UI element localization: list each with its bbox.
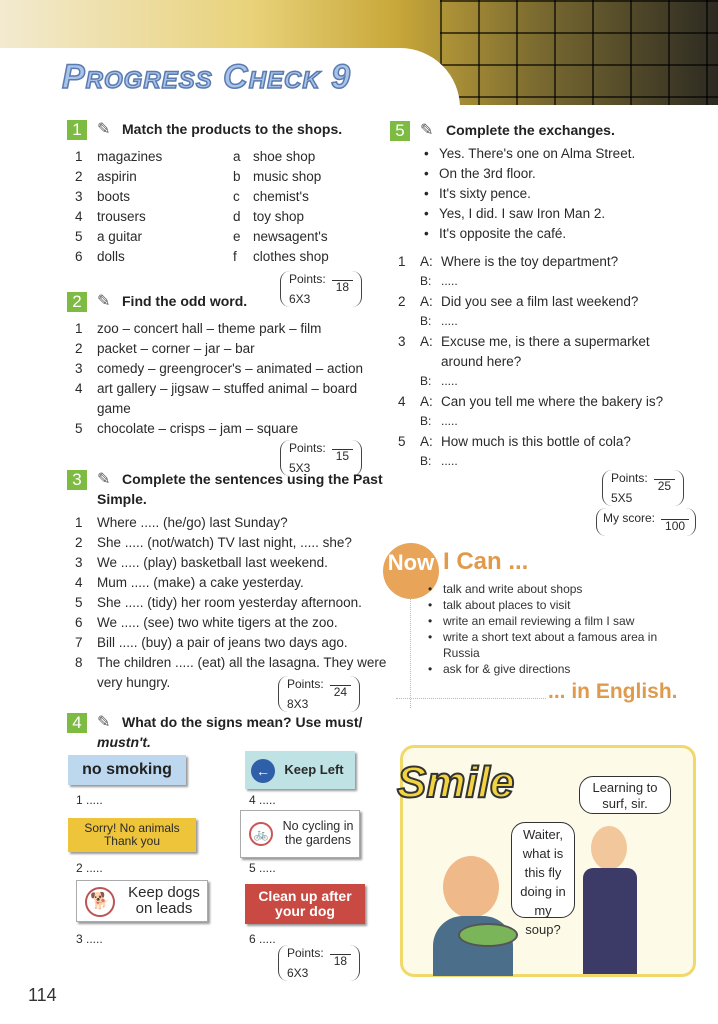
waiter-body bbox=[583, 868, 637, 974]
page-title: Progress Check 9 bbox=[62, 58, 352, 96]
points-label: Points: bbox=[611, 471, 648, 485]
item-number: 2 bbox=[398, 294, 406, 309]
shop-item: newsagent's bbox=[253, 229, 328, 244]
answer-blank: ..... bbox=[441, 414, 458, 428]
section-heading: What do the signs mean? Use must/ bbox=[122, 714, 363, 730]
can-do-item: ask for & give directions bbox=[443, 662, 571, 676]
item-number: 2 bbox=[75, 169, 83, 184]
customer-figure bbox=[443, 856, 499, 918]
sign-text: No cycling in the gardens bbox=[282, 819, 354, 847]
my-score-box bbox=[596, 508, 696, 536]
product-item: boots bbox=[97, 189, 131, 204]
sign-no-animals: Sorry! No animals Thank you bbox=[68, 818, 196, 852]
shop-letter: d bbox=[233, 209, 241, 224]
sign-answer: 3 ..... bbox=[76, 932, 103, 946]
pencil-icon: ✎ bbox=[97, 121, 111, 138]
sentence-item: We ..... (play) basketball last weekend. bbox=[97, 555, 328, 570]
bullet-icon: • bbox=[428, 614, 433, 628]
can-do-item: talk and write about shops bbox=[443, 582, 583, 596]
speaker-b: B: bbox=[420, 374, 432, 388]
product-item: a guitar bbox=[97, 229, 143, 244]
product-item: dolls bbox=[97, 249, 125, 264]
section-heading: Match the products to the shops. bbox=[122, 121, 343, 137]
shop-letter: e bbox=[233, 229, 241, 244]
exchange-answer: On the 3rd floor. bbox=[439, 166, 536, 181]
odd-word-item: comedy – greengrocer's – animated – action bbox=[97, 361, 363, 376]
sign-keep-dogs bbox=[76, 880, 208, 922]
header-grid bbox=[440, 0, 718, 110]
sentence-item: Mum ..... (make) a cake yesterday. bbox=[97, 575, 304, 590]
sign-answer: 4 ..... bbox=[249, 793, 276, 807]
smile-logo: Smile bbox=[397, 758, 515, 807]
points-total: 18 bbox=[332, 280, 353, 293]
exchange-answer: It's opposite the café. bbox=[439, 226, 567, 241]
divider bbox=[396, 698, 546, 699]
dialogue-line: How much is this bottle of cola? bbox=[441, 434, 631, 449]
points-total: 24 bbox=[330, 685, 351, 698]
answer-blank: ..... bbox=[441, 314, 458, 328]
points-label: Points: bbox=[287, 677, 324, 691]
section-number: 2 bbox=[67, 292, 87, 312]
can-do-item: talk about places to visit bbox=[443, 598, 571, 612]
product-item: trousers bbox=[97, 209, 146, 224]
item-number: 5 bbox=[75, 229, 83, 244]
bullet-icon: • bbox=[424, 146, 429, 161]
product-item: magazines bbox=[97, 149, 163, 164]
item-number: 6 bbox=[75, 615, 83, 630]
sign-text: Keep dogs on leads bbox=[128, 883, 200, 917]
item-number: 4 bbox=[75, 209, 83, 224]
speaker-a: A: bbox=[420, 334, 433, 349]
sign-no-cycling bbox=[240, 810, 360, 858]
speech-bubble: Waiter, what is this fly doing in my soup? bbox=[511, 822, 575, 918]
section-number: 1 bbox=[67, 120, 87, 140]
item-number: 7 bbox=[75, 635, 83, 650]
sign-answer: 1 ..... bbox=[76, 793, 103, 807]
odd-word-item: packet – corner – jar – bar bbox=[97, 341, 255, 356]
section-heading-cont: mustn't. bbox=[97, 734, 151, 750]
item-number: 3 bbox=[75, 189, 83, 204]
sentence-item: We ..... (see) two white tigers at the zoo. bbox=[97, 615, 338, 630]
pencil-icon: ✎ bbox=[97, 293, 111, 310]
shop-item: toy shop bbox=[253, 209, 305, 224]
odd-word-item: art gallery – jigsaw – stuffed animal – board bbox=[97, 381, 358, 396]
now-footer: ... in English. bbox=[548, 680, 678, 703]
answer-blank: ..... bbox=[441, 274, 458, 288]
bullet-icon: • bbox=[424, 186, 429, 201]
speaker-a: A: bbox=[420, 434, 433, 449]
answer-blank: ..... bbox=[441, 374, 458, 388]
can-do-item: write an email reviewing a film I saw bbox=[443, 614, 635, 628]
item-number: 4 bbox=[398, 394, 406, 409]
sentence-item: She ..... (not/watch) TV last night, ..... she? bbox=[97, 535, 352, 550]
points-label: Points: bbox=[289, 441, 326, 455]
item-number: 1 bbox=[75, 149, 83, 164]
sign-keep-left bbox=[245, 751, 355, 789]
dog-icon: 🐕 bbox=[85, 887, 115, 917]
item-number: 2 bbox=[75, 535, 83, 550]
speaker-b: B: bbox=[420, 454, 432, 468]
points-box bbox=[278, 945, 360, 981]
item-number: 2 bbox=[75, 341, 83, 356]
points-calc: 8X3 bbox=[287, 697, 309, 711]
item-number: 6 bbox=[75, 249, 83, 264]
exchange-answer: Yes. There's one on Alma Street. bbox=[439, 146, 636, 161]
shop-item: chemist's bbox=[253, 189, 309, 204]
sentence-item: very hungry. bbox=[97, 675, 171, 690]
section-heading: Complete the exchanges. bbox=[446, 122, 615, 138]
sentence-item: The children ..... (eat) all the lasagna. They were bbox=[97, 655, 387, 670]
bullet-icon: • bbox=[428, 630, 433, 644]
sentence-item: She ..... (tidy) her room yesterday afternoon. bbox=[97, 595, 362, 610]
points-label: Points: bbox=[287, 946, 324, 960]
item-number: 4 bbox=[75, 381, 83, 396]
section-heading: Find the odd word. bbox=[122, 293, 248, 309]
speech-bubble: Learning to surf, sir. bbox=[579, 776, 671, 814]
points-label: Points: bbox=[289, 272, 326, 286]
sign-answer: 6 ..... bbox=[249, 932, 276, 946]
sign-clean-up: Clean up after your dog bbox=[245, 884, 365, 924]
dialogue-line: Did you see a film last weekend? bbox=[441, 294, 639, 309]
item-number: 3 bbox=[75, 361, 83, 376]
dialogue-line: Can you tell me where the bakery is? bbox=[441, 394, 664, 409]
sentence-item: Bill ..... (buy) a pair of jeans two days ago. bbox=[97, 635, 348, 650]
exchange-answer: Yes, I did. I saw Iron Man 2. bbox=[439, 206, 606, 221]
pencil-icon: ✎ bbox=[420, 122, 434, 139]
section-number: 4 bbox=[67, 713, 87, 733]
shop-item: clothes shop bbox=[253, 249, 329, 264]
waiter-figure bbox=[591, 826, 627, 870]
points-box bbox=[278, 676, 360, 712]
sign-answer: 5 ..... bbox=[249, 861, 276, 875]
item-number: 4 bbox=[75, 575, 83, 590]
points-calc: 6X3 bbox=[287, 966, 309, 980]
odd-word-item: zoo – concert hall – theme park – film bbox=[97, 321, 322, 336]
section-number: 5 bbox=[390, 121, 410, 141]
item-number: 5 bbox=[75, 421, 83, 436]
page-number: 114 bbox=[28, 985, 57, 1005]
dialogue-line: Excuse me, is there a supermarket bbox=[441, 334, 650, 349]
shop-item: shoe shop bbox=[253, 149, 316, 164]
now-title: I Can ... bbox=[443, 548, 529, 575]
item-number: 1 bbox=[75, 321, 83, 336]
smile-cartoon bbox=[397, 745, 696, 977]
product-item: aspirin bbox=[97, 169, 137, 184]
shop-item: music shop bbox=[253, 169, 322, 184]
no-bicycle-icon: 🚲 bbox=[249, 822, 273, 846]
bullet-icon: • bbox=[424, 166, 429, 181]
item-number: 3 bbox=[75, 555, 83, 570]
exchange-answer: It's sixty pence. bbox=[439, 186, 531, 201]
item-number: 5 bbox=[75, 595, 83, 610]
sentence-item: Where ..... (he/go) last Sunday? bbox=[97, 515, 288, 530]
can-do-item: write a short text about a famous area in bbox=[443, 630, 658, 644]
score-label: My score: bbox=[603, 511, 656, 525]
shop-letter: b bbox=[233, 169, 241, 184]
speaker-b: B: bbox=[420, 414, 432, 428]
answer-blank: ..... bbox=[441, 454, 458, 468]
speaker-b: B: bbox=[420, 314, 432, 328]
points-box bbox=[280, 271, 362, 307]
speaker-b: B: bbox=[420, 274, 432, 288]
points-total: 15 bbox=[332, 449, 353, 462]
bullet-icon: • bbox=[428, 582, 433, 596]
now-badge: Now bbox=[383, 543, 439, 599]
dialogue-line: Where is the toy department? bbox=[441, 254, 619, 269]
item-number: 1 bbox=[398, 254, 406, 269]
item-number: 8 bbox=[75, 655, 83, 670]
shop-letter: c bbox=[233, 189, 240, 204]
left-arrow-icon: ← bbox=[251, 759, 275, 783]
item-number: 3 bbox=[398, 334, 406, 349]
points-calc: 5X5 bbox=[611, 491, 633, 505]
sign-text: Keep Left bbox=[284, 761, 344, 777]
pencil-icon: ✎ bbox=[97, 714, 111, 731]
item-number: 5 bbox=[398, 434, 406, 449]
bullet-icon: • bbox=[428, 598, 433, 612]
score-total: 100 bbox=[661, 519, 689, 532]
soup-bowl bbox=[458, 923, 518, 947]
sign-no-smoking: no smoking bbox=[68, 755, 186, 785]
dialogue-line: around here? bbox=[441, 354, 522, 369]
points-calc: 6X3 bbox=[289, 292, 311, 306]
divider bbox=[410, 598, 411, 708]
points-total: 18 bbox=[330, 954, 351, 967]
shop-letter: f bbox=[233, 249, 237, 264]
sign-answer: 2 ..... bbox=[76, 861, 103, 875]
speaker-a: A: bbox=[420, 294, 433, 309]
speaker-a: A: bbox=[420, 394, 433, 409]
can-do-item: Russia bbox=[443, 646, 480, 660]
points-calc: 5X3 bbox=[289, 461, 311, 475]
item-number: 1 bbox=[75, 515, 83, 530]
pencil-icon: ✎ bbox=[97, 471, 111, 488]
points-total: 25 bbox=[654, 479, 675, 492]
shop-letter: a bbox=[233, 149, 241, 164]
bullet-icon: • bbox=[424, 226, 429, 241]
points-box bbox=[602, 470, 684, 506]
odd-word-item: chocolate – crisps – jam – square bbox=[97, 421, 299, 436]
bullet-icon: • bbox=[428, 662, 433, 676]
speaker-a: A: bbox=[420, 254, 433, 269]
section-number: 3 bbox=[67, 470, 87, 490]
bullet-icon: • bbox=[424, 206, 429, 221]
odd-word-item: game bbox=[97, 401, 131, 416]
section-heading-cont: Simple. bbox=[97, 491, 147, 507]
section-heading: Complete the sentences using the Past bbox=[122, 471, 383, 487]
